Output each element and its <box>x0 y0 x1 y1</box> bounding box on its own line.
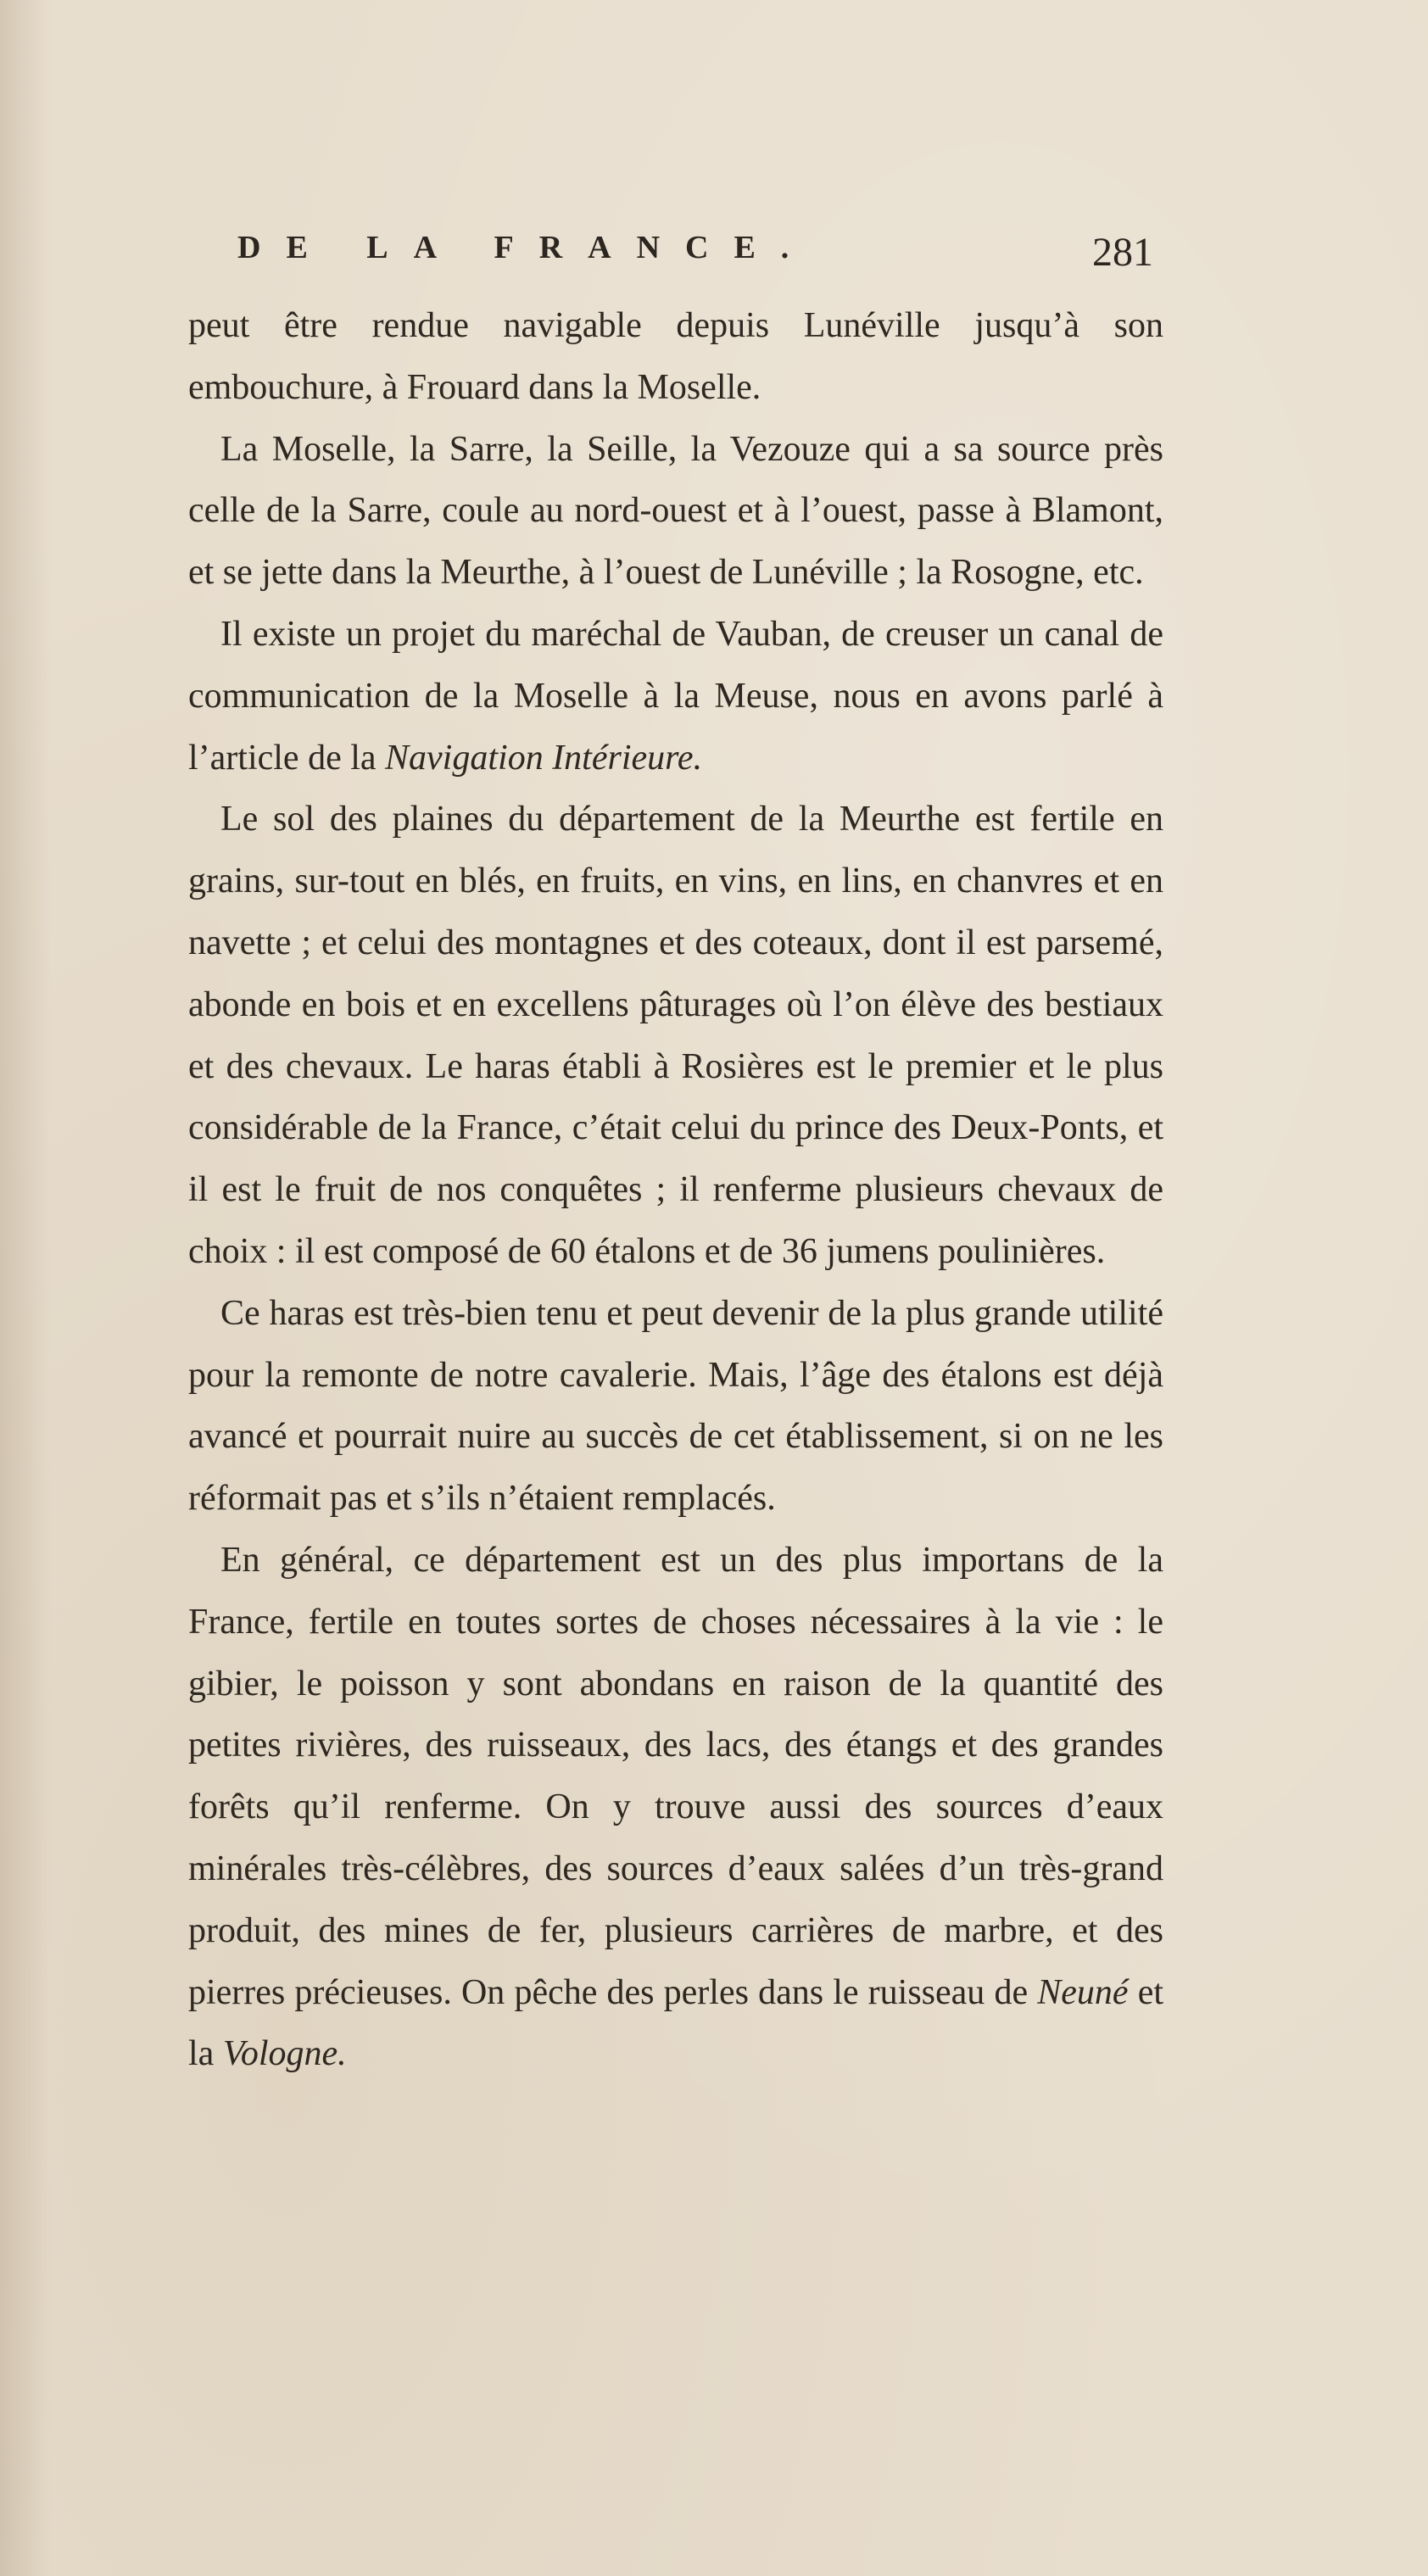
paragraph-haras-condition <box>188 1283 1163 1530</box>
paragraph-text: et la <box>188 1972 1164 2074</box>
paragraph-vauban-canal <box>188 604 1163 789</box>
paragraph-text: peut être rendue navigable depuis Lunéville jusqu’à son embouchure, à Frouard dans la Moselle. <box>188 306 1163 407</box>
page-number: 281 <box>1092 230 1153 275</box>
paragraph-text: Le sol des plaines du département de la Meurthe est fertile en grains, sur-tout en blés, en fruits, en vins, en lins, en chanvres et en navette ; et celui des montagnes et des coteaux, dont il est parsemé, abonde en bois et en excellens pâturages où l’on élève des bestiaux et des chevaux. Le haras établi à Rosières est le premier et le plus considérable de la France, c’était celui du prince des Deux-Ponts, et il est le fruit de nos conquêtes ; il renferme plusieurs chevaux de choix : il est composé de 60 étalons et de 36 jumens poulinières. <box>188 800 1163 1271</box>
running-head <box>237 229 1153 280</box>
paragraph-general-resources <box>188 1530 1163 2085</box>
italic-place-name: Vologne. <box>222 2034 347 2074</box>
paragraph-soil-and-haras <box>188 789 1163 1282</box>
italic-reference: Navigation Intérieure. <box>385 738 703 778</box>
paragraph-moselle-rivers <box>188 419 1163 604</box>
paragraph-text: En général, ce département est un des plus importans de la France, fertile en toutes sortes de choses nécessaires à la vie : le gibier, le poisson y sont abondans en raison de la quantité des petites rivières, des ruisseaux, des lacs, des étangs et des grandes forêts qu’il renferme. On y trouve aussi des sources d’eaux minérales très-célèbres, des sources d’eaux salées d’un très-grand produit, des mines de fer, plusieurs carrières de marbre, et des pierres précieuses. On pêche des perles dans le ruisseau de <box>188 1540 1163 2012</box>
binding-gutter-shadow <box>0 0 51 2576</box>
paragraph-continuation <box>188 295 1163 419</box>
paragraph-text: La Moselle, la Sarre, la Seille, la Vezouze qui a sa source près celle de la Sarre, coule au nord-ouest et à l’ouest, passe à Blamont, et se jette dans la Meurthe, à l’ouest de Lunéville ; la Rosogne, etc. <box>188 429 1163 593</box>
running-title: DE LA FRANCE. <box>237 230 815 265</box>
paragraph-text: Il existe un projet du maréchal de Vauban, de creuser un canal de communication de la Moselle à la Meuse, nous en avons parlé à l’article de la <box>188 614 1163 778</box>
paragraph-text: Ce haras est très-bien tenu et peut devenir de la plus grande utilité pour la remonte de notre cavalerie. Mais, l’âge des étalons est déjà avancé et pourrait nuire au succès de cet établissement, si on ne les réformait pas et s’ils n’étaient remplacés. <box>188 1293 1163 1519</box>
body-text <box>188 295 1163 2085</box>
italic-place-name: Neuné <box>1037 1972 1129 2012</box>
